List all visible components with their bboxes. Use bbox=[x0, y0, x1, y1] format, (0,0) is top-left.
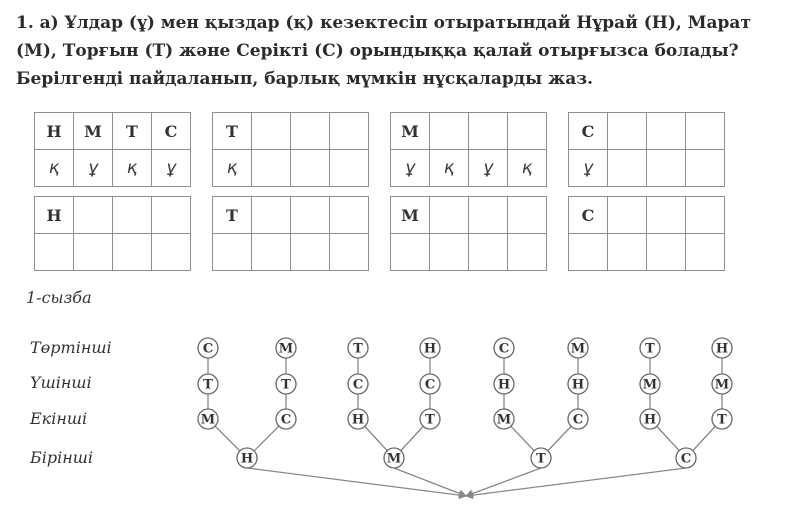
tree-node bbox=[420, 338, 440, 358]
tree-node-label: С bbox=[202, 341, 214, 357]
tree-node bbox=[237, 448, 257, 468]
tree-node-label: С bbox=[352, 377, 364, 393]
level-label-fourth: Төртінші bbox=[30, 338, 112, 357]
tree-node bbox=[568, 409, 588, 429]
level-label-first: Бірінші bbox=[30, 448, 94, 467]
tree-node-label: М bbox=[496, 412, 512, 428]
grid-cell[interactable]: қ bbox=[430, 150, 469, 187]
grid-cell[interactable]: Т bbox=[213, 197, 252, 234]
tree-node-label: Н bbox=[240, 451, 254, 467]
tree-node bbox=[420, 409, 440, 429]
tree-node bbox=[276, 409, 296, 429]
grid-cell[interactable]: Н bbox=[35, 113, 74, 150]
tree-edge bbox=[466, 468, 686, 496]
tree-node bbox=[640, 409, 660, 429]
tree-nodes bbox=[198, 338, 732, 468]
tree-node bbox=[640, 374, 660, 394]
tree-node bbox=[494, 338, 514, 358]
tree-node bbox=[568, 374, 588, 394]
grid-cell[interactable]: С bbox=[569, 113, 608, 150]
tree-node-label: М bbox=[200, 412, 216, 428]
tree-node bbox=[198, 409, 218, 429]
tree-node bbox=[198, 374, 218, 394]
grid-cell[interactable]: М bbox=[391, 113, 430, 150]
tree-node bbox=[568, 338, 588, 358]
tree-node-label: Т bbox=[645, 341, 655, 357]
grid-cell[interactable]: қ bbox=[508, 150, 547, 187]
tree-node bbox=[712, 409, 732, 429]
grid-cell[interactable]: ұ bbox=[74, 150, 113, 187]
grid-cell[interactable]: Т bbox=[213, 113, 252, 150]
tree-node-label: Т bbox=[717, 412, 727, 428]
tree-node-label: С bbox=[572, 412, 584, 428]
tree-node-label: Н bbox=[497, 377, 511, 393]
tree-node-label: С bbox=[280, 412, 292, 428]
grid-cell[interactable]: қ bbox=[35, 150, 74, 187]
figure-caption: 1-сызба bbox=[26, 288, 92, 307]
tree-node-label: Н bbox=[715, 341, 729, 357]
tree-node-label: Н bbox=[571, 377, 585, 393]
grid-cell[interactable]: ұ bbox=[569, 150, 608, 187]
tree-node-label: Т bbox=[281, 377, 291, 393]
grid-cell[interactable]: С bbox=[152, 113, 191, 150]
tree-node bbox=[640, 338, 660, 358]
tree-node bbox=[676, 448, 696, 468]
grid-cell[interactable]: С bbox=[569, 197, 608, 234]
tree-node-label: М bbox=[642, 377, 658, 393]
tree-node-label: Т bbox=[425, 412, 435, 428]
tree-node bbox=[348, 374, 368, 394]
tree-node bbox=[531, 448, 551, 468]
tree-node-label: Н bbox=[423, 341, 437, 357]
tree-node-label: С bbox=[424, 377, 436, 393]
grid-cell[interactable]: қ bbox=[113, 150, 152, 187]
tree-node-label: М bbox=[278, 341, 294, 357]
grid-cell[interactable]: ұ bbox=[391, 150, 430, 187]
tree-node bbox=[494, 374, 514, 394]
level-label-third: Үшінші bbox=[30, 373, 92, 392]
tree-node bbox=[276, 338, 296, 358]
tree-node-label: Н bbox=[643, 412, 657, 428]
tree-node-label: М bbox=[386, 451, 402, 467]
tree-node bbox=[348, 409, 368, 429]
tree-node-label: Т bbox=[203, 377, 213, 393]
tree-node bbox=[198, 338, 218, 358]
problem-statement: 1. а) Ұлдар (ұ) мен қыздар (қ) кезектесіп отыратындай Нұрай (Н), Марат (М), Торғын (Т) және Серікті (С) орындыққа қалай отырғызса болады? Берілгенді пайдаланып, барлық мүмкін нұсқаларды жаз. bbox=[16, 13, 751, 89]
grid-cell[interactable]: ұ bbox=[152, 150, 191, 187]
tree-node-label: Т bbox=[353, 341, 363, 357]
grid-cell[interactable]: Н bbox=[35, 197, 74, 234]
grid-cell[interactable]: М bbox=[391, 197, 430, 234]
tree-node bbox=[276, 374, 296, 394]
tree-node-label: Н bbox=[351, 412, 365, 428]
tree-node bbox=[494, 409, 514, 429]
tree-node bbox=[420, 374, 440, 394]
tree-node bbox=[712, 338, 732, 358]
tree-node-label: Т bbox=[536, 451, 546, 467]
tree-node bbox=[712, 374, 732, 394]
tree-node-label: С bbox=[498, 341, 510, 357]
grid-cell[interactable]: Т bbox=[113, 113, 152, 150]
tree-edge bbox=[247, 468, 466, 496]
tree-node bbox=[384, 448, 404, 468]
level-label-second: Екінші bbox=[30, 409, 88, 428]
tree-node-label: М bbox=[714, 377, 730, 393]
tree-node-label: С bbox=[680, 451, 692, 467]
grid-cell[interactable]: қ bbox=[213, 150, 252, 187]
grid-cell[interactable]: М bbox=[74, 113, 113, 150]
tree-node bbox=[348, 338, 368, 358]
grid-cell[interactable]: ұ bbox=[469, 150, 508, 187]
tree-node-label: М bbox=[570, 341, 586, 357]
